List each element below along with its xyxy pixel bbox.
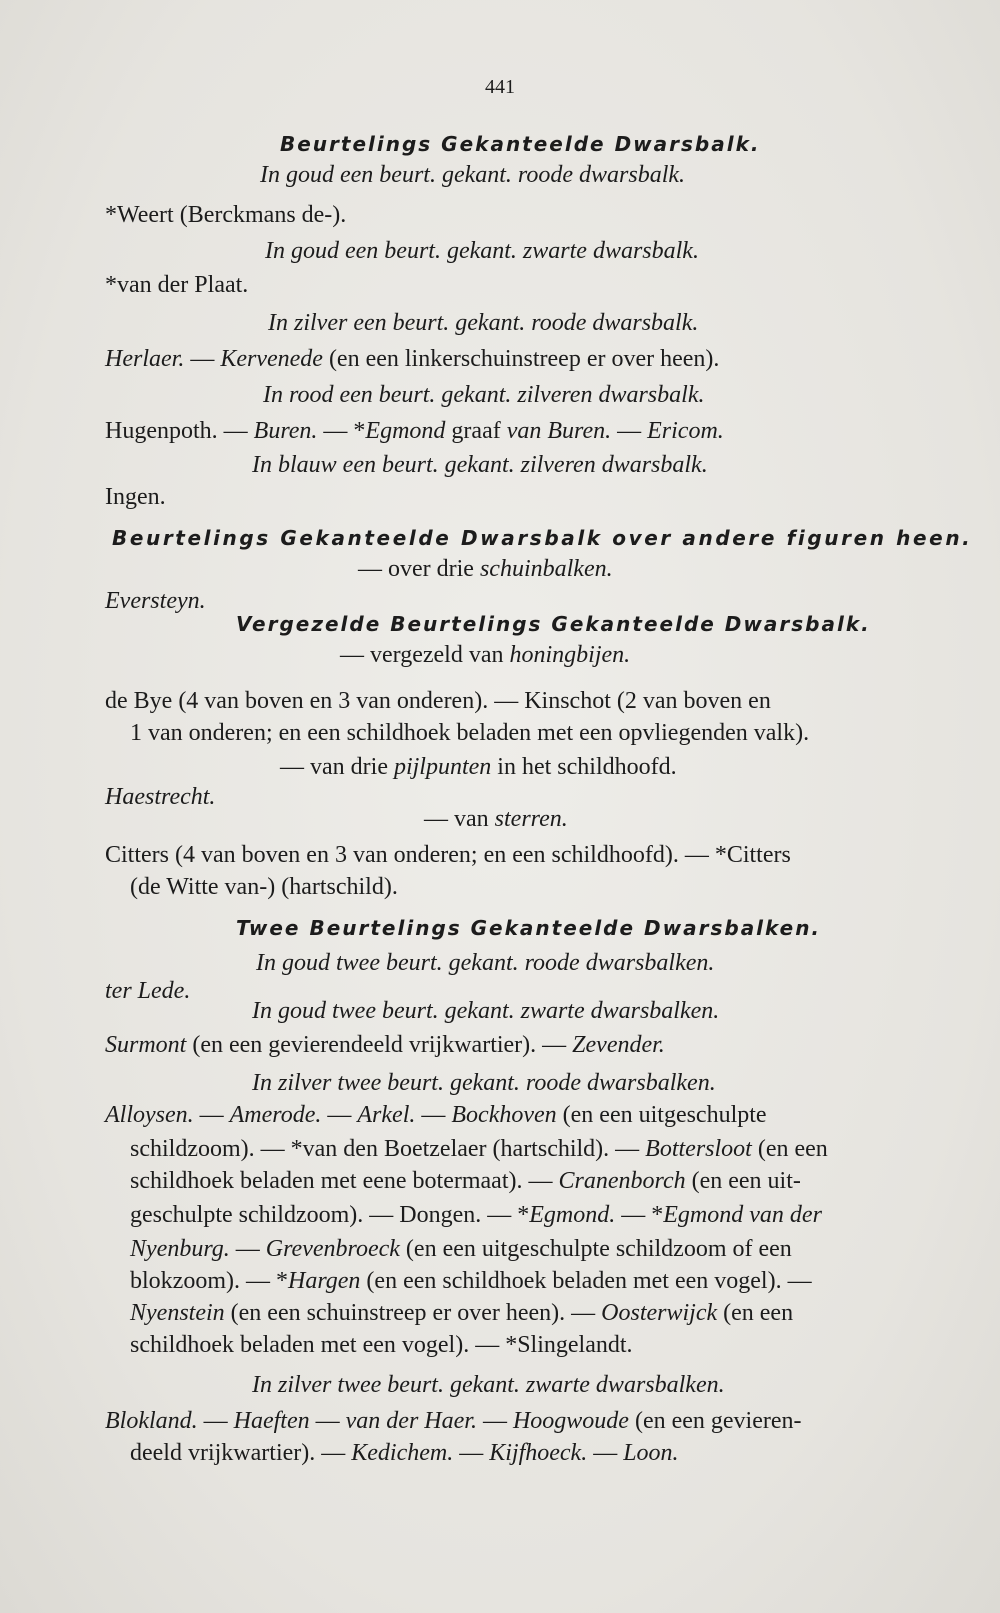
separator: —: [321, 1102, 358, 1128]
note-text: (en een gevieren-: [628, 1408, 802, 1434]
note-text: deeld vrijkwartier). —: [130, 1440, 352, 1466]
blazon-italic: schuinbalken.: [479, 556, 613, 582]
section-heading: Beurtelings Gekanteelde Dwarsbalk.: [280, 132, 761, 156]
name-italic: Zevender.: [572, 1032, 665, 1058]
name-italic: Kijfhoeck.: [489, 1440, 588, 1466]
blazon-line: [358, 554, 613, 584]
entry-line: 1 van onderen; en een schildhoek beladen met een opvliegenden valk).: [130, 720, 810, 746]
note-text: (en een gevierendeeld vrijkwartier). —: [186, 1032, 573, 1058]
note-text: (en een schildhoek beladen met een vogel). —: [360, 1268, 812, 1294]
entry-line: (de Witte van-) (hartschild).: [130, 874, 398, 900]
entry-line: [105, 1100, 767, 1130]
name-italic: Egmond: [365, 418, 446, 444]
name-italic: Grevenbroeck: [265, 1236, 400, 1262]
entry-line: Citters (4 van boven en 3 van onderen; en een schildhoofd). — *Citters: [105, 842, 791, 868]
entry-line: ter Lede.: [105, 978, 191, 1004]
blazon-line: In zilver twee beurt. gekant. zwarte dwarsbalken.: [252, 1372, 725, 1398]
entry-line: *van der Plaat.: [105, 272, 249, 298]
section-heading: Twee Beurtelings Gekanteelde Dwarsbalken.: [236, 916, 822, 940]
name-italic: Surmont: [105, 1032, 187, 1058]
separator: —: [587, 1440, 624, 1466]
blazon-line: [280, 752, 677, 782]
blazon-line: In goud een beurt. gekant. zwarte dwarsbalk.: [265, 238, 699, 264]
blazon-line: [340, 640, 630, 670]
note-text: (en een: [751, 1136, 828, 1162]
name-italic: Blokland.: [105, 1408, 198, 1434]
name-text: graaf: [445, 418, 507, 444]
entry-line: [105, 416, 724, 446]
name-italic: Haeften: [233, 1408, 310, 1434]
name-italic: Hargen: [287, 1268, 361, 1294]
separator: — *: [317, 418, 366, 444]
name-italic: Oosterwijck: [601, 1300, 718, 1326]
note-text: schildzoom). — *van den Boetzelaer (hartschild). —: [130, 1136, 646, 1162]
separator: —: [611, 418, 648, 444]
name-italic: Loon.: [623, 1440, 679, 1466]
blazon-text: — van drie: [280, 754, 394, 780]
page-number: 441: [485, 76, 515, 98]
entry-line: Eversteyn.: [105, 588, 206, 614]
blazon-line: In zilver twee beurt. gekant. roode dwarsbalken.: [252, 1070, 716, 1096]
name-italic: Kervenede: [220, 346, 323, 372]
name-italic: Egmond.: [529, 1202, 616, 1228]
name-italic: Kedichem.: [351, 1440, 454, 1466]
entry-line: [105, 344, 719, 374]
note-text: geschulpte schildzoom). — Dongen. — *: [130, 1202, 530, 1228]
blazon-line: In goud een beurt. gekant. roode dwarsbalk.: [260, 162, 686, 188]
entry-line: [105, 1406, 802, 1436]
blazon-text: — vergezeld van: [340, 642, 510, 668]
separator: —: [184, 346, 221, 372]
note-text: (en een uitgeschulpte schildzoom of een: [399, 1236, 792, 1262]
blazon-line: In blauw een beurt. gekant. zilveren dwarsbalk.: [252, 452, 708, 478]
name-italic: Bockhoven: [451, 1102, 557, 1128]
entry-line: [130, 1166, 801, 1196]
entry-line: [130, 1234, 792, 1264]
separator: — *: [615, 1202, 664, 1228]
blazon-italic: sterren.: [494, 806, 568, 832]
name-italic: Arkel.: [357, 1102, 416, 1128]
name-italic: Nyenburg.: [130, 1236, 230, 1262]
blazon-text: in het schildhoofd.: [491, 754, 677, 780]
entry-line: [130, 1266, 812, 1296]
blazon-line: In zilver een beurt. gekant. roode dwarsbalk.: [268, 310, 699, 336]
note-text: (en een: [717, 1300, 794, 1326]
entry-line: [130, 1438, 679, 1468]
name-italic: Herlaer.: [105, 346, 185, 372]
separator: —: [476, 1408, 513, 1434]
name-text: Hugenpoth. —: [105, 418, 254, 444]
name-italic: Buren.: [253, 418, 318, 444]
name-italic: Alloysen.: [105, 1102, 194, 1128]
separator: —: [453, 1440, 490, 1466]
entry-line: [130, 1298, 793, 1328]
note-text: (en een linkerschuinstreep er over heen).: [322, 346, 720, 372]
section-heading: Beurtelings Gekanteelde Dwarsbalk over andere figuren heen.: [112, 526, 973, 550]
blazon-text: — over drie: [358, 556, 480, 582]
note-text: (en een uitgeschulpte: [556, 1102, 767, 1128]
name-italic: van der Haer.: [345, 1408, 477, 1434]
name-italic: Nyenstein: [130, 1300, 225, 1326]
blazon-line: In goud twee beurt. gekant. roode dwarsbalken.: [256, 950, 715, 976]
entry-line: schildhoek beladen met een vogel). — *Slingelandt.: [130, 1332, 633, 1358]
entry-line: [105, 1030, 665, 1060]
name-italic: Hoogwoude: [512, 1408, 629, 1434]
separator: —: [193, 1102, 230, 1128]
blazon-italic: pijlpunten: [393, 754, 492, 780]
entry-line: de Bye (4 van boven en 3 van onderen). — Kinschot (2 van boven en: [105, 688, 771, 714]
blazon-italic: honingbijen.: [509, 642, 631, 668]
entry-line: [130, 1134, 828, 1164]
note-text: (en een schuinstreep er over heen). —: [224, 1300, 602, 1326]
entry-line: *Weert (Berckmans de-).: [105, 202, 347, 228]
name-italic: Bottersloot: [645, 1136, 752, 1162]
note-text: (en een uit-: [685, 1168, 801, 1194]
separator: —: [309, 1408, 346, 1434]
blazon-line: In rood een beurt. gekant. zilveren dwarsbalk.: [263, 382, 705, 408]
blazon-line: [424, 804, 568, 834]
separator: —: [229, 1236, 266, 1262]
blazon-line: In goud twee beurt. gekant. zwarte dwarsbalken.: [252, 998, 720, 1024]
name-italic: Amerode.: [229, 1102, 322, 1128]
note-text: blokzoom). — *: [130, 1268, 288, 1294]
section-heading: Vergezelde Beurtelings Gekanteelde Dwarsbalk.: [236, 612, 871, 636]
blazon-text: — van: [424, 806, 495, 832]
note-text: schildhoek beladen met eene botermaat). —: [130, 1168, 559, 1194]
separator: —: [415, 1102, 452, 1128]
name-italic: van Buren.: [506, 418, 612, 444]
separator: —: [197, 1408, 234, 1434]
entry-line: Ingen.: [105, 484, 166, 510]
name-italic: Ericom.: [647, 418, 724, 444]
name-italic: Cranenborch: [558, 1168, 686, 1194]
name-italic: Egmond van der: [663, 1202, 822, 1228]
entry-line: Haestrecht.: [105, 784, 216, 810]
entry-line: [130, 1200, 822, 1230]
